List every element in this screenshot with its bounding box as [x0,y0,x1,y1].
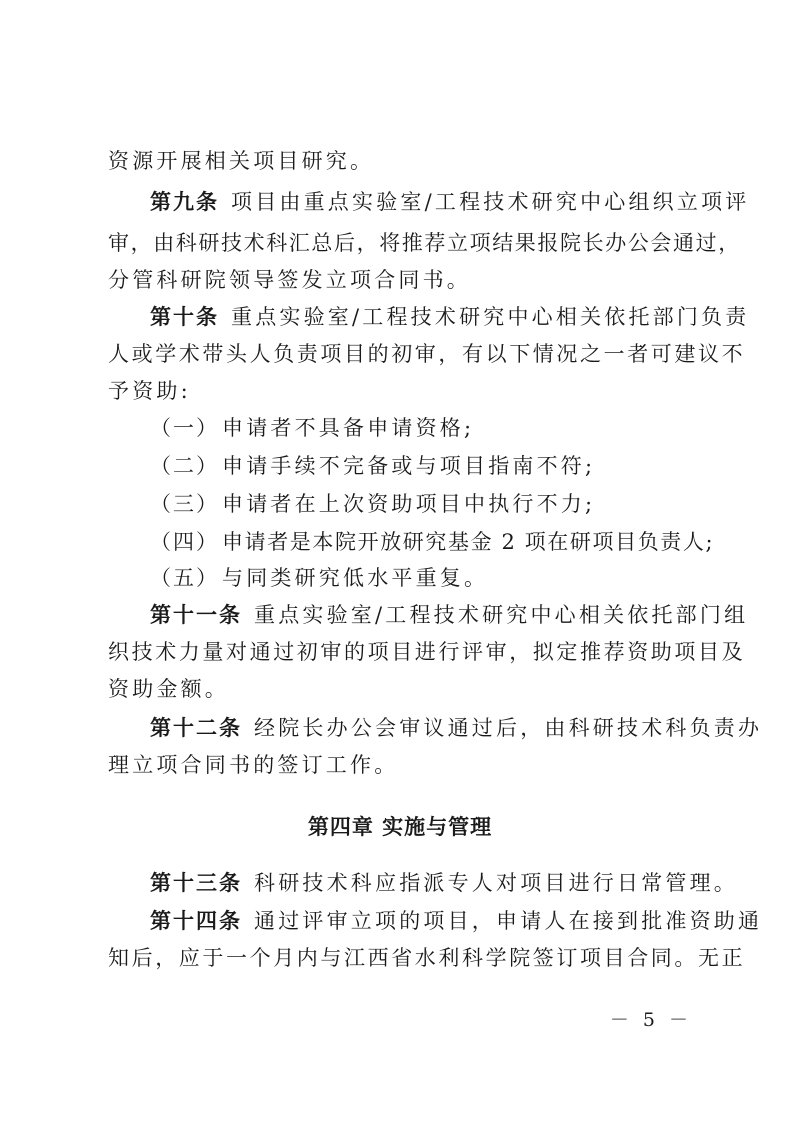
list-item-number: （五） [150,566,219,590]
continuation-text: 资源开展相关项目研究。 [108,149,375,173]
list-item [150,489,595,519]
list-item-number: （一） [150,416,219,440]
list-item-number: （二） [150,454,219,478]
list-item-text: 申请手续不完备或与项目指南不符; [222,454,596,478]
list-item-text: 与同类研究低水平重复。 [222,566,489,590]
list-item [150,527,714,557]
page-number: － 5 － [609,1009,692,1031]
article-11-first-line [150,600,748,630]
article-14-first-line [150,906,762,936]
list-item-number: （三） [150,492,219,516]
article-9-first-line [150,187,749,217]
list-item [150,563,488,593]
article-14-text-2: 知后，应于一个月内与江西省水利科学院签订项目合同。无正 [108,946,746,970]
article-10-text-3: 予资助: [108,379,191,403]
article-14-text-1: 通过评审立项的项目，申请人在接到批准资助通 [254,909,763,933]
article-12-first-line [150,713,762,743]
article-9-text-3: 分管科研院领导签发立项合同书。 [108,268,471,292]
list-item [150,451,595,481]
article-10-label: 第十条 [150,304,219,329]
article-11-text-2: 织技术力量对通过初审的项目进行评审，拟定推荐资助项目及 [108,640,746,664]
article-12-label: 第十二条 [150,715,242,740]
article-10-text-2: 人或学术带头人负责项目的初审，有以下情况之一者可建议不 [108,342,746,366]
list-item-text: 申请者是本院开放研究基金 2 项在研项目负责人; [222,530,715,554]
article-9-label: 第九条 [150,189,219,214]
list-item-number: （四） [150,530,219,554]
article-13-text-1: 科研技术科应指派专人对项目进行日常管理。 [254,871,738,895]
article-9-text-1: 项目由重点实验室/工程技术研究中心组织立项评 [231,190,750,214]
article-9-text-2: 审，由科研技术科汇总后，将推荐立项结果报院长办公会通过， [108,231,741,255]
article-12-text-1: 经院长办公会审议通过后，由科研技术科负责办 [254,716,763,740]
list-item-text: 申请者不具备申请资格; [222,416,475,440]
article-11-text-3: 资助金额。 [108,677,229,701]
article-14-label: 第十四条 [150,908,242,933]
article-11-text-1: 重点实验室/工程技术研究中心相关依托部门组 [254,603,749,627]
article-13-label: 第十三条 [150,870,242,895]
list-item-text: 申请者在上次资助项目中执行不力; [222,492,596,516]
article-10-first-line [150,302,749,332]
chapter-4-heading: 第四章 实施与管理 [307,814,493,839]
article-13-first-line [150,868,738,898]
article-12-text-2: 理立项合同书的签订工作。 [108,753,399,777]
article-10-text-1: 重点实验室/工程技术研究中心相关依托部门负责 [231,305,750,329]
list-item [150,413,474,443]
article-11-label: 第十一条 [150,602,242,627]
